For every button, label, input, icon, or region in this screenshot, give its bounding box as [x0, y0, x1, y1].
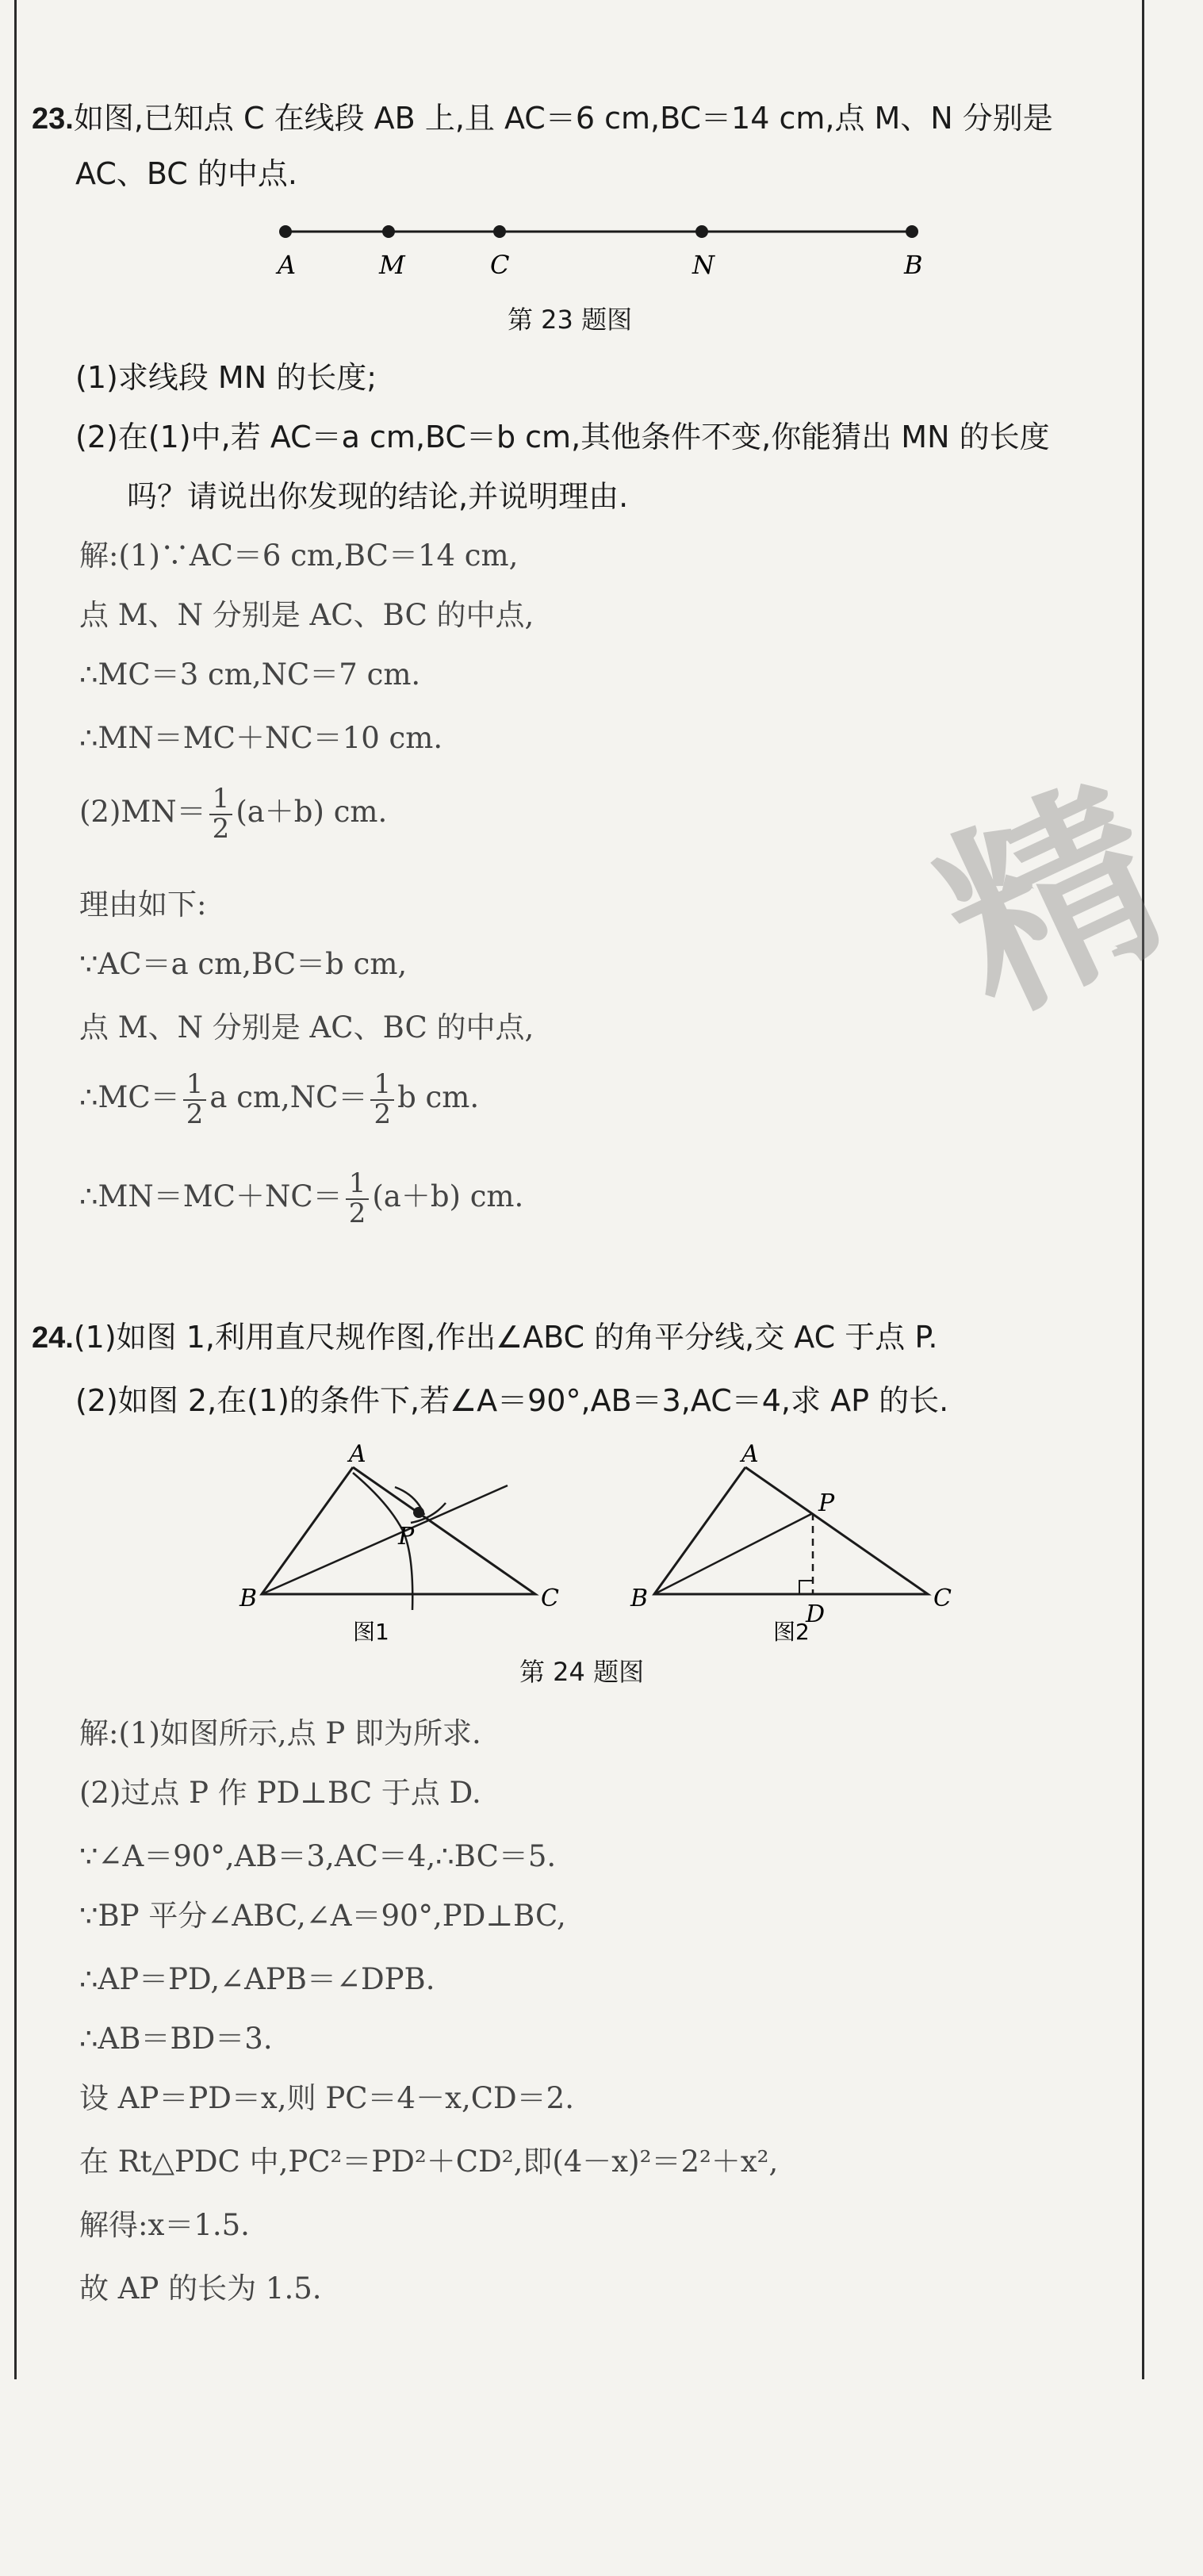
fig1-label-c: C: [541, 1585, 559, 1612]
fraction-half: $\frac{1}{2}$: [370, 1071, 394, 1129]
q23-part2-line2: 吗？请说出你发现的结论,并说明理由.: [127, 479, 629, 514]
q23-sol-line5: (2)MN＝ $\frac{1}{2}$ (a＋b) cm.: [79, 783, 388, 845]
q24-sol-line2: (2)过点 P 作 PD⊥BC 于点 D.: [79, 1776, 481, 1810]
fig1-label-a: A: [349, 1440, 366, 1468]
label-a: A: [278, 250, 297, 280]
q23-sol-line6: 理由如下:: [79, 887, 207, 922]
q23-sol-line8: 点 M、N 分别是 AC、BC 的中点,: [79, 1010, 534, 1045]
q24-part1-line: [32, 1321, 937, 1356]
fig2-label-b: B: [630, 1585, 649, 1612]
q23-segment-figure: [262, 214, 944, 286]
watermark-stamp: 精: [910, 749, 1199, 1054]
point-c-dot: [493, 225, 506, 238]
q24-number: 24.: [32, 1321, 74, 1355]
point-p-dot: [413, 1507, 424, 1518]
q24-sol-line1: 解:(1)如图所示,点 P 即为所求.: [79, 1716, 481, 1750]
page-frame-left: [14, 0, 17, 2379]
right-angle-mark: [799, 1581, 813, 1594]
point-b-dot: [906, 225, 918, 238]
label-m: M: [379, 250, 405, 280]
q24-figure1: [230, 1439, 595, 1662]
point-n-dot: [695, 225, 708, 238]
q24-sol-line4: ∵BP 平分∠ABC,∠A＝90°,PD⊥BC,: [79, 1899, 566, 1933]
fraction-half: $\frac{1}{2}$: [183, 1071, 207, 1129]
q23-stem-line1: [32, 102, 1053, 137]
label-n: N: [692, 250, 715, 280]
q23-part1: (1)求线段 MN 的长度;: [75, 360, 377, 395]
q23-sol-line4: ∴MN＝MC＋NC＝10 cm.: [79, 721, 443, 755]
page-frame-right: [1142, 0, 1144, 2379]
q24-figure-caption: 第 24 题图: [519, 1657, 645, 1687]
fig2-caption: 图2: [773, 1619, 810, 1645]
q23-sol-line3: ∴MC＝3 cm,NC＝7 cm.: [79, 657, 421, 692]
q23-sol-line1: 解:(1)∵AC＝6 cm,BC＝14 cm,: [79, 539, 519, 573]
q24-sol-line8: 在 Rt△PDC 中,PC²＝PD²＋CD²,即(4－x)²＝2²＋x²,: [79, 2145, 779, 2179]
q24-figure2: [619, 1439, 983, 1662]
q24-sol-line9: 解得:x＝1.5.: [79, 2208, 250, 2242]
q23-number: 23.: [32, 102, 74, 136]
q24-part1: (1)如图 1,利用直尺规作图,作出∠ABC 的角平分线,交 AC 于点 P.: [73, 1320, 938, 1355]
q23-sol-line9: ∴MC＝ $\frac{1}{2}$ a cm,NC＝ $\frac{1}{2}$ b cm.: [79, 1068, 480, 1130]
q23-sol-line10: ∴MN＝MC＋NC＝ $\frac{1}{2}$ (a＋b) cm.: [79, 1167, 524, 1229]
q23-part2-line1: (2)在(1)中,若 AC＝a cm,BC＝b cm,其他条件不变,你能猜出 MN 的长度: [75, 420, 1050, 454]
fig2-label-c: C: [933, 1585, 952, 1612]
fig2-label-d: D: [806, 1600, 826, 1628]
fig1-caption: 图1: [353, 1619, 389, 1645]
label-b: B: [904, 250, 923, 280]
bisector-ray: [262, 1485, 508, 1594]
q24-sol-line7: 设 AP＝PD＝x,则 PC＝4－x,CD＝2.: [79, 2081, 574, 2115]
q23-sol-line2: 点 M、N 分别是 AC、BC 的中点,: [79, 598, 534, 632]
q24-sol-line6: ∴AB＝BD＝3.: [79, 2022, 273, 2056]
q23-stem-text: 如图,已知点 C 在线段 AB 上,且 AC＝6 cm,BC＝14 cm,点 M、N 分别是: [73, 101, 1053, 136]
q23-sol-line7: ∵AC＝a cm,BC＝b cm,: [79, 947, 408, 981]
point-m-dot: [382, 225, 395, 238]
label-c: C: [490, 250, 510, 280]
segment-bp: [654, 1513, 813, 1594]
fig2-label-a: A: [741, 1440, 759, 1468]
fig1-label-b: B: [239, 1585, 258, 1612]
fig2-label-p: P: [818, 1489, 835, 1517]
q24-sol-line5: ∴AP＝PD,∠APB＝∠DPB.: [79, 1962, 435, 1996]
point-a-dot: [279, 225, 292, 238]
q24-sol-line10: 故 AP 的长为 1.5.: [79, 2271, 322, 2306]
q23-stem-line2: AC、BC 的中点.: [75, 156, 297, 191]
q24-sol-line3: ∵∠A＝90°,AB＝3,AC＝4,∴BC＝5.: [79, 1839, 557, 1873]
fig1-label-p: P: [398, 1523, 415, 1551]
fraction-half: $\frac{1}{2}$: [209, 785, 233, 843]
q24-part2: (2)如图 2,在(1)的条件下,若∠A＝90°,AB＝3,AC＝4,求 AP 的长.: [75, 1383, 949, 1418]
q23-figure-caption: 第 23 题图: [508, 305, 633, 335]
triangle-abc: [654, 1467, 928, 1594]
fraction-half: $\frac{1}{2}$: [346, 1170, 370, 1228]
